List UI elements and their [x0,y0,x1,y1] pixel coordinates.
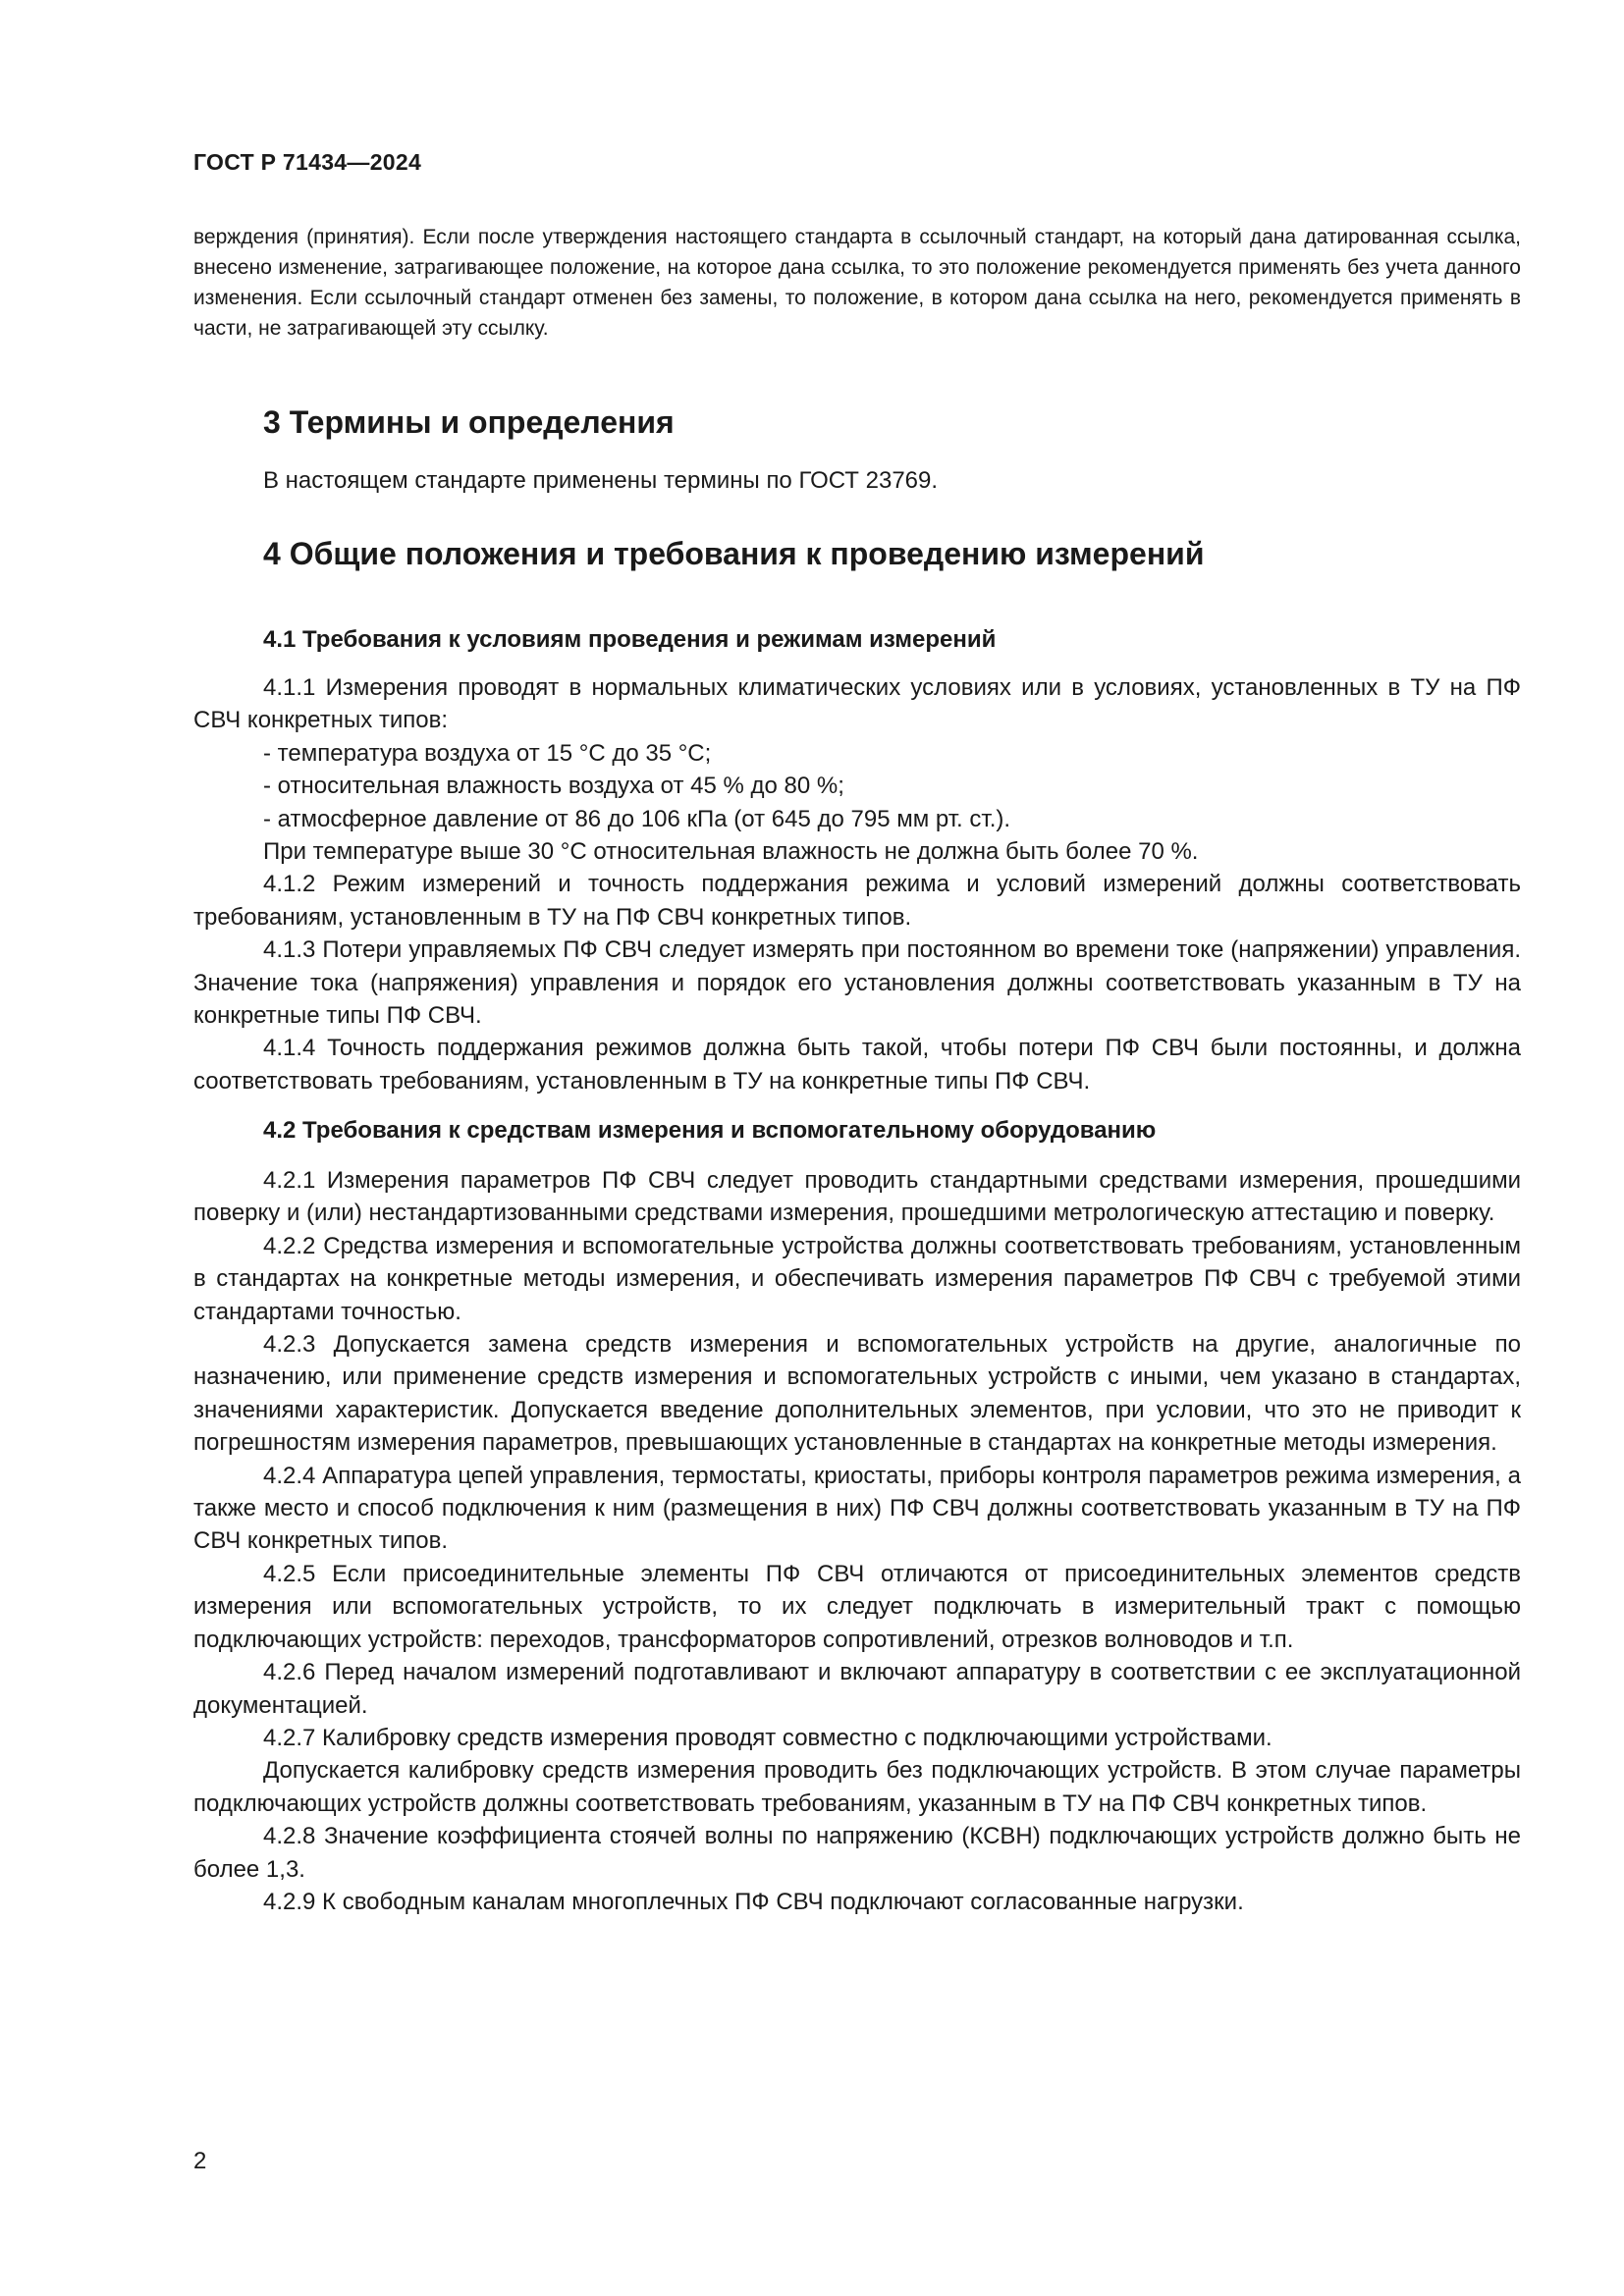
clause-4-2-6: 4.2.6 Перед началом измерений подготавливают и включают аппаратуру в соответствии с ее эксплуатационной документацией. [193,1659,1521,1719]
page-number: 2 [193,2148,207,2174]
subsection-4-2-body [193,1164,1521,1918]
section-3-text: В настоящем стандарте применены термины по ГОСТ 23769. [263,467,939,494]
clause-4-2-7: 4.2.7 Калибровку средств измерения проводят совместно с подключающими устройствами. [263,1724,1272,1751]
list-item-pressure: - атмосферное давление от 86 до 106 кПа (от 645 до 795 мм рт. ст.). [263,805,1011,832]
clause-4-2-8: 4.2.8 Значение коэффициента стоячей волны по напряжению (КСВН) подключающих устройств должно быть не более 1,3. [193,1823,1521,1883]
subsection-4-1-heading: 4.1 Требования к условиям проведения и режимам измерений [263,626,997,653]
standard-header: ГОСТ Р 71434—2024 [193,149,422,175]
clause-4-1-4: 4.1.4 Точность поддержания режимов должна быть такой, чтобы потери ПФ СВЧ были постоянны, и должна соответствовать требованиям, установленным в ТУ на конкретные типы ПФ СВЧ. [193,1035,1521,1095]
clause-4-1-1: 4.1.1 Измерения проводят в нормальных климатических условиях или в условиях, установленных в ТУ на ПФ СВЧ конкретных типов: [193,674,1521,734]
list-item-humidity: - относительная влажность воздуха от 45 % до 80 %; [263,773,844,800]
list-item-temperature: - температура воздуха от 15 °С до 35 °С; [263,739,712,767]
clause-4-2-9: 4.2.9 К свободным каналам многоплечных ПФ СВЧ подключают согласованные нагрузки. [263,1888,1244,1915]
clause-4-1-1-note: При температуре выше 30 °С относительная влажность не должна быть более 70 %. [263,838,1199,866]
section-4-heading: 4 Общие положения и требования к проведению измерений [263,536,1205,571]
clause-4-1-3: 4.1.3 Потери управляемых ПФ СВЧ следует измерять при постоянном во времени токе (напряжении) управления. Значение тока (напряжения) управления и порядок его установления должны соответствовать указанным в ТУ на конкретные типы ПФ СВЧ. [193,936,1521,1030]
intro-paragraph [193,222,1521,344]
clause-4-1-2: 4.1.2 Режим измерений и точность поддержания режима и условий измерений должны соответствовать требованиям, установленным в ТУ на ПФ СВЧ конкретных типов. [193,871,1521,931]
section-3-heading: 3 Термины и определения [263,404,675,440]
clause-4-2-4: 4.2.4 Аппаратура цепей управления, термостаты, криостаты, приборы контроля параметров режима измерения, а также место и способ подключения к ним (размещения в них) ПФ СВЧ должны соответствовать указанным в ТУ на ПФ СВЧ конкретных типов. [193,1462,1521,1555]
intro-text: верждения (принятия). Если после утверждения настоящего стандарта в ссылочный стандарт, на который дана датированная ссылка, внесено изменение, затрагивающее положение, на которое дана ссылка, то это положение рекомендуется применять без учета данного изменения. Если ссылочный стандарт отменен без замены, то положение, в котором дана ссылка на него, рекомендуется применять в части, не затрагивающей эту ссылку. [193,226,1521,340]
clause-4-2-7-continuation: Допускается калибровку средств измерения проводить без подключающих устройств. В этом случае параметры подключающих устройств должны соответствовать требованиям, указанным в ТУ на ПФ СВЧ конкретных типов. [193,1757,1521,1817]
clause-4-2-3: 4.2.3 Допускается замена средств измерения и вспомогательных устройств на другие, аналогичные по назначению, или применение средств измерения и вспомогательных устройств с иными, чем указано в стандартах, значениями характеристик. Допускается введение дополнительных элементов, при условии, что это не приводит к погрешностям измерения параметров, превышающих установленные в стандартах на конкретные методы измерения. [193,1331,1521,1457]
clause-4-2-5: 4.2.5 Если присоединительные элементы ПФ СВЧ отличаются от присоединительных элементов средств измерения или вспомогательных устройств, то их следует подключать в измерительный тракт с помощью подключающих устройств: переходов, трансформаторов сопротивлений, отрезков волноводов и т.п. [193,1560,1521,1653]
clause-4-2-1: 4.2.1 Измерения параметров ПФ СВЧ следует проводить стандартными средствами измерения, прошедшими поверку и (или) нестандартизованными средствами измерения, прошедшими метрологическую аттестацию и поверку. [193,1167,1521,1227]
subsection-4-2-heading: 4.2 Требования к средствам измерения и вспомогательному оборудованию [263,1117,1157,1144]
subsection-4-1-body [193,671,1521,1097]
clause-4-2-2: 4.2.2 Средства измерения и вспомогательные устройства должны соответствовать требованиям, установленным в стандартах на конкретные методы измерения, и обеспечивать измерения параметров ПФ СВЧ с требуемой этими стандартами точностью. [193,1232,1521,1325]
